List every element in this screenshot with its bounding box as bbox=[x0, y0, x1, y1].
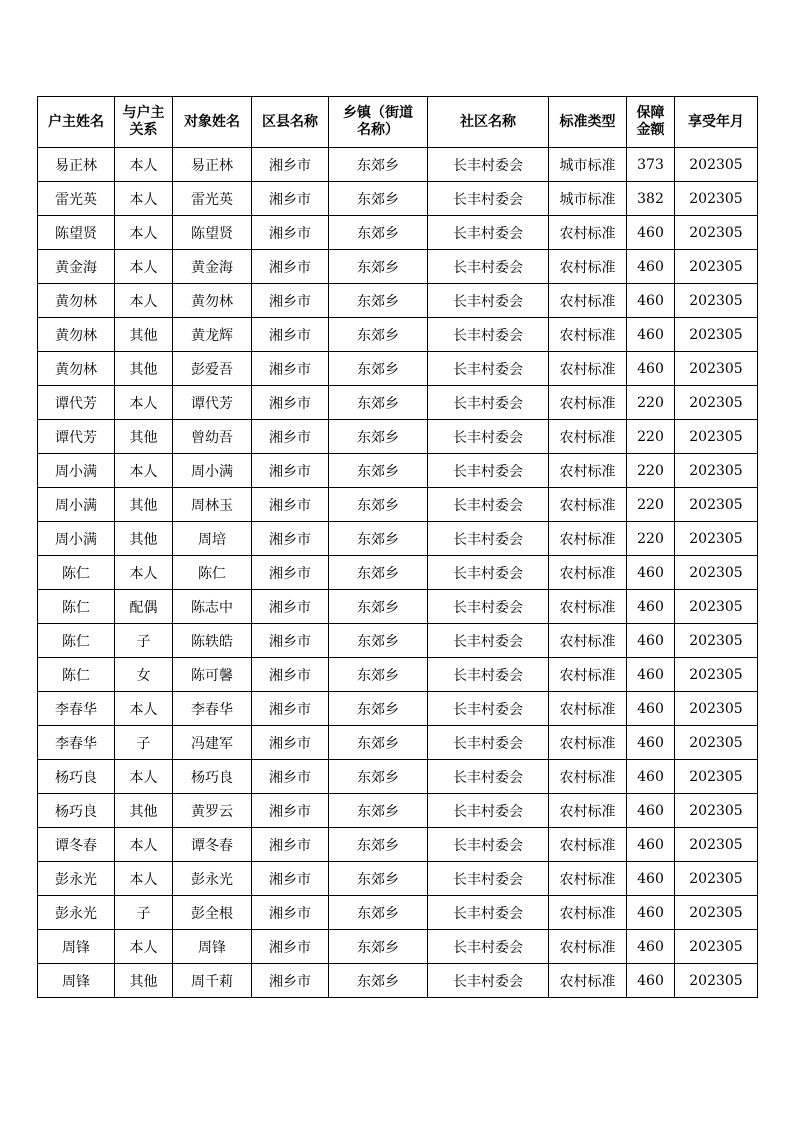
cell-county: 湘乡市 bbox=[252, 148, 329, 182]
cell-relation: 子 bbox=[115, 624, 173, 658]
column-header-relation bbox=[115, 97, 173, 148]
column-header-member-name bbox=[173, 97, 252, 148]
cell-month: 202305 bbox=[675, 454, 758, 488]
cell-amount: 460 bbox=[627, 760, 675, 794]
cell-amount: 220 bbox=[627, 522, 675, 556]
cell-county: 湘乡市 bbox=[252, 692, 329, 726]
cell-town: 东郊乡 bbox=[329, 148, 428, 182]
cell-month: 202305 bbox=[675, 726, 758, 760]
table-row bbox=[38, 148, 758, 182]
cell-relation: 其他 bbox=[115, 522, 173, 556]
cell-county: 湘乡市 bbox=[252, 216, 329, 250]
table-row bbox=[38, 658, 758, 692]
cell-standard: 农村标准 bbox=[549, 692, 627, 726]
cell-month: 202305 bbox=[675, 896, 758, 930]
cell-member-name: 陈可馨 bbox=[173, 658, 252, 692]
cell-town: 东郊乡 bbox=[329, 420, 428, 454]
cell-community: 长丰村委会 bbox=[428, 148, 549, 182]
cell-relation: 子 bbox=[115, 896, 173, 930]
cell-month: 202305 bbox=[675, 760, 758, 794]
table-row bbox=[38, 794, 758, 828]
cell-relation: 配偶 bbox=[115, 590, 173, 624]
cell-town: 东郊乡 bbox=[329, 352, 428, 386]
cell-member-name: 黄罗云 bbox=[173, 794, 252, 828]
cell-community: 长丰村委会 bbox=[428, 454, 549, 488]
cell-month: 202305 bbox=[675, 624, 758, 658]
cell-town: 东郊乡 bbox=[329, 828, 428, 862]
cell-community: 长丰村委会 bbox=[428, 590, 549, 624]
cell-community: 长丰村委会 bbox=[428, 760, 549, 794]
cell-standard: 农村标准 bbox=[549, 352, 627, 386]
cell-town: 东郊乡 bbox=[329, 896, 428, 930]
cell-amount: 460 bbox=[627, 896, 675, 930]
cell-month: 202305 bbox=[675, 930, 758, 964]
column-header-line: 金额 bbox=[636, 122, 665, 138]
table-row bbox=[38, 522, 758, 556]
cell-standard: 农村标准 bbox=[549, 760, 627, 794]
cell-community: 长丰村委会 bbox=[428, 318, 549, 352]
cell-amount: 460 bbox=[627, 862, 675, 896]
cell-amount: 460 bbox=[627, 624, 675, 658]
cell-standard: 农村标准 bbox=[549, 250, 627, 284]
column-header-month bbox=[675, 97, 758, 148]
cell-town: 东郊乡 bbox=[329, 794, 428, 828]
cell-head-name: 周锋 bbox=[38, 964, 115, 998]
column-header-head-name bbox=[38, 97, 115, 148]
cell-member-name: 易正林 bbox=[173, 148, 252, 182]
cell-relation: 其他 bbox=[115, 964, 173, 998]
cell-town: 东郊乡 bbox=[329, 216, 428, 250]
cell-month: 202305 bbox=[675, 964, 758, 998]
cell-month: 202305 bbox=[675, 488, 758, 522]
cell-head-name: 杨巧良 bbox=[38, 794, 115, 828]
cell-county: 湘乡市 bbox=[252, 794, 329, 828]
column-header-amount bbox=[627, 97, 675, 148]
cell-standard: 农村标准 bbox=[549, 862, 627, 896]
cell-relation: 女 bbox=[115, 658, 173, 692]
cell-standard: 农村标准 bbox=[549, 828, 627, 862]
table-row bbox=[38, 352, 758, 386]
cell-standard: 农村标准 bbox=[549, 896, 627, 930]
cell-county: 湘乡市 bbox=[252, 658, 329, 692]
cell-relation: 本人 bbox=[115, 692, 173, 726]
cell-town: 东郊乡 bbox=[329, 522, 428, 556]
table-row bbox=[38, 318, 758, 352]
cell-month: 202305 bbox=[675, 828, 758, 862]
cell-community: 长丰村委会 bbox=[428, 556, 549, 590]
cell-amount: 460 bbox=[627, 930, 675, 964]
cell-member-name: 彭爱吾 bbox=[173, 352, 252, 386]
cell-community: 长丰村委会 bbox=[428, 522, 549, 556]
cell-relation: 本人 bbox=[115, 556, 173, 590]
cell-county: 湘乡市 bbox=[252, 624, 329, 658]
assistance-roster-table bbox=[37, 96, 758, 998]
table-row bbox=[38, 760, 758, 794]
cell-amount: 460 bbox=[627, 658, 675, 692]
cell-head-name: 彭永光 bbox=[38, 862, 115, 896]
cell-county: 湘乡市 bbox=[252, 454, 329, 488]
cell-county: 湘乡市 bbox=[252, 726, 329, 760]
cell-amount: 460 bbox=[627, 794, 675, 828]
cell-standard: 农村标准 bbox=[549, 624, 627, 658]
cell-community: 长丰村委会 bbox=[428, 964, 549, 998]
cell-head-name: 彭永光 bbox=[38, 896, 115, 930]
cell-town: 东郊乡 bbox=[329, 556, 428, 590]
cell-amount: 460 bbox=[627, 590, 675, 624]
cell-month: 202305 bbox=[675, 352, 758, 386]
cell-head-name: 陈仁 bbox=[38, 556, 115, 590]
cell-relation: 本人 bbox=[115, 386, 173, 420]
cell-amount: 220 bbox=[627, 386, 675, 420]
cell-month: 202305 bbox=[675, 216, 758, 250]
cell-county: 湘乡市 bbox=[252, 182, 329, 216]
cell-relation: 子 bbox=[115, 726, 173, 760]
cell-community: 长丰村委会 bbox=[428, 692, 549, 726]
table-row bbox=[38, 828, 758, 862]
cell-town: 东郊乡 bbox=[329, 284, 428, 318]
cell-community: 长丰村委会 bbox=[428, 930, 549, 964]
cell-amount: 460 bbox=[627, 352, 675, 386]
cell-relation: 其他 bbox=[115, 794, 173, 828]
cell-county: 湘乡市 bbox=[252, 284, 329, 318]
cell-member-name: 谭冬春 bbox=[173, 828, 252, 862]
cell-amount: 373 bbox=[627, 148, 675, 182]
cell-standard: 农村标准 bbox=[549, 488, 627, 522]
cell-community: 长丰村委会 bbox=[428, 794, 549, 828]
cell-month: 202305 bbox=[675, 794, 758, 828]
column-header-line: 名称） bbox=[357, 122, 399, 138]
column-header-community bbox=[428, 97, 549, 148]
cell-county: 湘乡市 bbox=[252, 590, 329, 624]
cell-amount: 460 bbox=[627, 284, 675, 318]
cell-town: 东郊乡 bbox=[329, 488, 428, 522]
cell-month: 202305 bbox=[675, 318, 758, 352]
cell-member-name: 周林玉 bbox=[173, 488, 252, 522]
cell-town: 东郊乡 bbox=[329, 658, 428, 692]
cell-relation: 本人 bbox=[115, 760, 173, 794]
cell-relation: 本人 bbox=[115, 454, 173, 488]
cell-head-name: 易正林 bbox=[38, 148, 115, 182]
cell-standard: 农村标准 bbox=[549, 284, 627, 318]
cell-amount: 460 bbox=[627, 726, 675, 760]
cell-relation: 本人 bbox=[115, 250, 173, 284]
column-header-line: 关系 bbox=[129, 122, 158, 138]
cell-county: 湘乡市 bbox=[252, 488, 329, 522]
cell-county: 湘乡市 bbox=[252, 318, 329, 352]
cell-member-name: 黄金海 bbox=[173, 250, 252, 284]
cell-member-name: 冯建军 bbox=[173, 726, 252, 760]
column-header-line: 享受年月 bbox=[688, 113, 744, 130]
cell-head-name: 李春华 bbox=[38, 692, 115, 726]
cell-relation: 本人 bbox=[115, 182, 173, 216]
cell-relation: 本人 bbox=[115, 828, 173, 862]
table-body bbox=[38, 148, 758, 998]
column-header-line: 标准类型 bbox=[559, 113, 616, 130]
cell-head-name: 谭冬春 bbox=[38, 828, 115, 862]
cell-head-name: 谭代芳 bbox=[38, 420, 115, 454]
cell-community: 长丰村委会 bbox=[428, 862, 549, 896]
cell-standard: 农村标准 bbox=[549, 318, 627, 352]
cell-member-name: 陈仁 bbox=[173, 556, 252, 590]
cell-standard: 农村标准 bbox=[549, 216, 627, 250]
cell-head-name: 黄金海 bbox=[38, 250, 115, 284]
cell-county: 湘乡市 bbox=[252, 250, 329, 284]
cell-town: 东郊乡 bbox=[329, 590, 428, 624]
cell-town: 东郊乡 bbox=[329, 250, 428, 284]
cell-county: 湘乡市 bbox=[252, 386, 329, 420]
cell-community: 长丰村委会 bbox=[428, 182, 549, 216]
cell-community: 长丰村委会 bbox=[428, 420, 549, 454]
cell-head-name: 陈仁 bbox=[38, 658, 115, 692]
cell-head-name: 黄勿林 bbox=[38, 352, 115, 386]
cell-member-name: 彭全根 bbox=[173, 896, 252, 930]
cell-community: 长丰村委会 bbox=[428, 488, 549, 522]
table-row bbox=[38, 284, 758, 318]
cell-month: 202305 bbox=[675, 862, 758, 896]
cell-head-name: 谭代芳 bbox=[38, 386, 115, 420]
cell-standard: 城市标准 bbox=[549, 182, 627, 216]
column-header-line: 社区名称 bbox=[460, 113, 516, 130]
cell-town: 东郊乡 bbox=[329, 624, 428, 658]
cell-amount: 382 bbox=[627, 182, 675, 216]
cell-amount: 460 bbox=[627, 250, 675, 284]
table-row bbox=[38, 590, 758, 624]
cell-standard: 农村标准 bbox=[549, 930, 627, 964]
cell-amount: 460 bbox=[627, 828, 675, 862]
cell-head-name: 陈望贤 bbox=[38, 216, 115, 250]
column-header-town bbox=[329, 97, 428, 148]
cell-relation: 本人 bbox=[115, 284, 173, 318]
cell-head-name: 黄勿林 bbox=[38, 284, 115, 318]
cell-member-name: 周培 bbox=[173, 522, 252, 556]
cell-county: 湘乡市 bbox=[252, 556, 329, 590]
cell-community: 长丰村委会 bbox=[428, 624, 549, 658]
table-row bbox=[38, 726, 758, 760]
cell-amount: 460 bbox=[627, 318, 675, 352]
cell-community: 长丰村委会 bbox=[428, 726, 549, 760]
cell-town: 东郊乡 bbox=[329, 726, 428, 760]
cell-head-name: 周小满 bbox=[38, 488, 115, 522]
cell-member-name: 周锋 bbox=[173, 930, 252, 964]
cell-town: 东郊乡 bbox=[329, 964, 428, 998]
table-row bbox=[38, 862, 758, 896]
table-row bbox=[38, 420, 758, 454]
cell-standard: 农村标准 bbox=[549, 420, 627, 454]
cell-member-name: 黄龙辉 bbox=[173, 318, 252, 352]
cell-community: 长丰村委会 bbox=[428, 216, 549, 250]
cell-member-name: 黄勿林 bbox=[173, 284, 252, 318]
cell-town: 东郊乡 bbox=[329, 454, 428, 488]
cell-county: 湘乡市 bbox=[252, 828, 329, 862]
cell-community: 长丰村委会 bbox=[428, 352, 549, 386]
cell-head-name: 雷光英 bbox=[38, 182, 115, 216]
cell-town: 东郊乡 bbox=[329, 182, 428, 216]
cell-head-name: 陈仁 bbox=[38, 590, 115, 624]
cell-head-name: 周小满 bbox=[38, 454, 115, 488]
cell-member-name: 谭代芳 bbox=[173, 386, 252, 420]
cell-head-name: 陈仁 bbox=[38, 624, 115, 658]
cell-head-name: 周锋 bbox=[38, 930, 115, 964]
cell-month: 202305 bbox=[675, 590, 758, 624]
cell-county: 湘乡市 bbox=[252, 862, 329, 896]
cell-head-name: 黄勿林 bbox=[38, 318, 115, 352]
cell-community: 长丰村委会 bbox=[428, 658, 549, 692]
cell-community: 长丰村委会 bbox=[428, 250, 549, 284]
cell-amount: 220 bbox=[627, 454, 675, 488]
cell-county: 湘乡市 bbox=[252, 420, 329, 454]
cell-community: 长丰村委会 bbox=[428, 386, 549, 420]
cell-month: 202305 bbox=[675, 250, 758, 284]
table-header bbox=[38, 97, 758, 148]
cell-standard: 农村标准 bbox=[549, 590, 627, 624]
cell-month: 202305 bbox=[675, 556, 758, 590]
cell-relation: 本人 bbox=[115, 930, 173, 964]
cell-town: 东郊乡 bbox=[329, 386, 428, 420]
cell-relation: 本人 bbox=[115, 148, 173, 182]
cell-relation: 其他 bbox=[115, 318, 173, 352]
cell-standard: 农村标准 bbox=[549, 454, 627, 488]
cell-member-name: 周小满 bbox=[173, 454, 252, 488]
cell-relation: 本人 bbox=[115, 216, 173, 250]
cell-county: 湘乡市 bbox=[252, 352, 329, 386]
cell-member-name: 李春华 bbox=[173, 692, 252, 726]
cell-member-name: 周千莉 bbox=[173, 964, 252, 998]
table-row bbox=[38, 556, 758, 590]
table-row bbox=[38, 930, 758, 964]
cell-county: 湘乡市 bbox=[252, 760, 329, 794]
cell-amount: 460 bbox=[627, 216, 675, 250]
cell-relation: 本人 bbox=[115, 862, 173, 896]
cell-month: 202305 bbox=[675, 692, 758, 726]
cell-month: 202305 bbox=[675, 182, 758, 216]
cell-amount: 460 bbox=[627, 964, 675, 998]
cell-month: 202305 bbox=[675, 386, 758, 420]
column-header-line: 乡镇（街道 bbox=[343, 105, 413, 121]
table-row bbox=[38, 250, 758, 284]
cell-month: 202305 bbox=[675, 522, 758, 556]
cell-amount: 460 bbox=[627, 556, 675, 590]
cell-standard: 农村标准 bbox=[549, 794, 627, 828]
cell-relation: 其他 bbox=[115, 488, 173, 522]
table-row bbox=[38, 182, 758, 216]
cell-community: 长丰村委会 bbox=[428, 828, 549, 862]
cell-county: 湘乡市 bbox=[252, 930, 329, 964]
table-row bbox=[38, 964, 758, 998]
cell-standard: 农村标准 bbox=[549, 522, 627, 556]
column-header-county bbox=[252, 97, 329, 148]
cell-month: 202305 bbox=[675, 420, 758, 454]
table-row bbox=[38, 386, 758, 420]
cell-month: 202305 bbox=[675, 148, 758, 182]
cell-standard: 农村标准 bbox=[549, 386, 627, 420]
cell-county: 湘乡市 bbox=[252, 522, 329, 556]
cell-amount: 460 bbox=[627, 692, 675, 726]
cell-amount: 220 bbox=[627, 488, 675, 522]
cell-town: 东郊乡 bbox=[329, 760, 428, 794]
cell-head-name: 杨巧良 bbox=[38, 760, 115, 794]
cell-town: 东郊乡 bbox=[329, 692, 428, 726]
header-row bbox=[38, 97, 758, 148]
cell-standard: 农村标准 bbox=[549, 964, 627, 998]
cell-member-name: 陈轶皓 bbox=[173, 624, 252, 658]
column-header-line: 保障 bbox=[636, 105, 665, 121]
cell-town: 东郊乡 bbox=[329, 318, 428, 352]
column-header-standard bbox=[549, 97, 627, 148]
cell-member-name: 杨巧良 bbox=[173, 760, 252, 794]
column-header-line: 对象姓名 bbox=[184, 113, 240, 130]
table-row bbox=[38, 216, 758, 250]
cell-community: 长丰村委会 bbox=[428, 896, 549, 930]
cell-county: 湘乡市 bbox=[252, 964, 329, 998]
cell-relation: 其他 bbox=[115, 420, 173, 454]
cell-head-name: 李春华 bbox=[38, 726, 115, 760]
cell-town: 东郊乡 bbox=[329, 930, 428, 964]
table-row bbox=[38, 624, 758, 658]
table-row bbox=[38, 488, 758, 522]
cell-community: 长丰村委会 bbox=[428, 284, 549, 318]
cell-member-name: 雷光英 bbox=[173, 182, 252, 216]
cell-county: 湘乡市 bbox=[252, 896, 329, 930]
cell-town: 东郊乡 bbox=[329, 862, 428, 896]
cell-member-name: 彭永光 bbox=[173, 862, 252, 896]
table-row bbox=[38, 896, 758, 930]
table-row bbox=[38, 692, 758, 726]
cell-standard: 农村标准 bbox=[549, 556, 627, 590]
column-header-line: 户主姓名 bbox=[48, 113, 104, 130]
cell-month: 202305 bbox=[675, 284, 758, 318]
cell-standard: 农村标准 bbox=[549, 726, 627, 760]
cell-amount: 220 bbox=[627, 420, 675, 454]
cell-member-name: 曾幼吾 bbox=[173, 420, 252, 454]
cell-standard: 城市标准 bbox=[549, 148, 627, 182]
column-header-line: 区县名称 bbox=[262, 113, 318, 130]
column-header-line: 与户主 bbox=[122, 105, 165, 121]
table-row bbox=[38, 454, 758, 488]
cell-month: 202305 bbox=[675, 658, 758, 692]
cell-member-name: 陈望贤 bbox=[173, 216, 252, 250]
cell-relation: 其他 bbox=[115, 352, 173, 386]
cell-member-name: 陈志中 bbox=[173, 590, 252, 624]
cell-standard: 农村标准 bbox=[549, 658, 627, 692]
cell-head-name: 周小满 bbox=[38, 522, 115, 556]
